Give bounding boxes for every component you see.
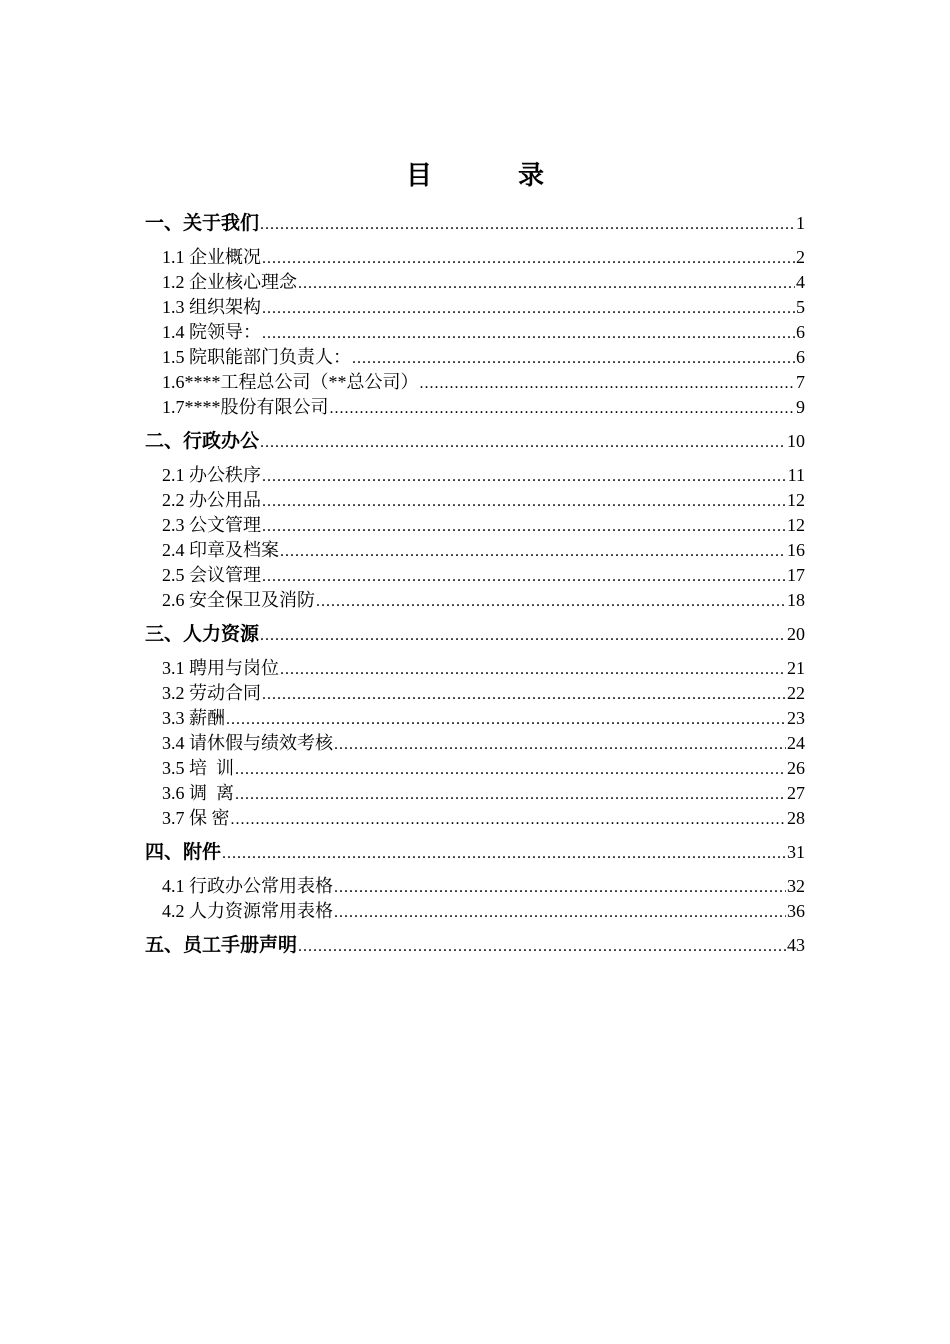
toc-page-number: 12 bbox=[787, 490, 805, 510]
toc-page-number: 27 bbox=[787, 783, 805, 803]
toc-page-number: 2 bbox=[796, 247, 805, 267]
toc-entry[interactable] bbox=[145, 370, 805, 395]
dot-leader bbox=[262, 246, 795, 270]
dot-leader bbox=[334, 875, 786, 899]
toc-entry-label: 2.2 办公用品 bbox=[162, 490, 261, 510]
toc-entry[interactable] bbox=[145, 245, 805, 270]
toc-entry-label: 2.3 公文管理 bbox=[162, 515, 261, 535]
toc-entry-label: 3.5 培 训 bbox=[162, 758, 234, 778]
toc-entry-label: 2.6 安全保卫及消防 bbox=[162, 590, 315, 610]
toc-entry-label: 一、关于我们 bbox=[145, 213, 260, 234]
dot-leader bbox=[260, 623, 786, 647]
toc-entry-label: 1.7****股份有限公司 bbox=[162, 397, 329, 417]
toc-page-number: 1 bbox=[796, 213, 805, 233]
dot-leader bbox=[280, 657, 786, 681]
toc-entry[interactable] bbox=[145, 588, 805, 613]
toc-page-number: 5 bbox=[796, 297, 805, 317]
dot-leader bbox=[316, 589, 786, 613]
toc-entry-label: 五、员工手册声明 bbox=[145, 935, 298, 956]
toc-section-4[interactable] bbox=[145, 840, 805, 865]
toc-entry-label: 3.7 保 密 bbox=[162, 808, 230, 828]
dot-leader bbox=[298, 271, 795, 295]
toc-entry[interactable] bbox=[145, 463, 805, 488]
toc-entry-label: 1.1 企业概况 bbox=[162, 247, 261, 267]
toc-entry[interactable] bbox=[145, 320, 805, 345]
toc-page-number: 43 bbox=[787, 935, 805, 955]
toc-page-number: 31 bbox=[787, 842, 805, 862]
dot-leader bbox=[226, 707, 786, 731]
dot-leader bbox=[262, 464, 787, 488]
toc-section-1[interactable] bbox=[145, 211, 805, 236]
dot-leader bbox=[330, 396, 796, 420]
toc-entry-label: 3.3 薪酬 bbox=[162, 708, 225, 728]
toc-page-number: 32 bbox=[787, 876, 805, 896]
toc-entry-label: 3.2 劳动合同 bbox=[162, 683, 261, 703]
table-of-contents bbox=[145, 208, 805, 958]
toc-entry[interactable] bbox=[145, 731, 805, 756]
toc-page-number: 20 bbox=[787, 624, 805, 644]
toc-entry-label: 2.4 印章及档案 bbox=[162, 540, 279, 560]
toc-section-3[interactable] bbox=[145, 622, 805, 647]
toc-page-number: 6 bbox=[796, 322, 805, 342]
toc-entry[interactable] bbox=[145, 270, 805, 295]
dot-leader bbox=[262, 564, 786, 588]
toc-page-number: 22 bbox=[787, 683, 805, 703]
toc-page-number: 16 bbox=[787, 540, 805, 560]
toc-entry[interactable] bbox=[145, 874, 805, 899]
toc-entry[interactable] bbox=[145, 806, 805, 831]
toc-entry[interactable] bbox=[145, 345, 805, 370]
toc-section-5[interactable] bbox=[145, 933, 805, 958]
toc-entry-label: 2.5 会议管理 bbox=[162, 565, 261, 585]
toc-entry[interactable] bbox=[145, 488, 805, 513]
toc-page-number: 18 bbox=[787, 590, 805, 610]
toc-entry[interactable] bbox=[145, 681, 805, 706]
toc-page-number: 12 bbox=[787, 515, 805, 535]
toc-page-number: 11 bbox=[787, 465, 805, 485]
dot-leader bbox=[235, 782, 786, 806]
toc-page-number: 28 bbox=[787, 808, 805, 828]
dot-leader bbox=[262, 321, 795, 345]
dot-leader bbox=[235, 757, 786, 781]
toc-entry-label: 四、附件 bbox=[145, 842, 222, 863]
toc-page-number: 26 bbox=[787, 758, 805, 778]
toc-section-2[interactable] bbox=[145, 429, 805, 454]
toc-entry-label: 三、人力资源 bbox=[145, 624, 260, 645]
toc-page-number: 6 bbox=[796, 347, 805, 367]
dot-leader bbox=[231, 807, 787, 831]
toc-entry-label: 1.3 组织架构 bbox=[162, 297, 261, 317]
dot-leader bbox=[262, 514, 786, 538]
toc-title: 目 录 bbox=[405, 161, 574, 190]
toc-page-number: 4 bbox=[796, 272, 805, 292]
toc-entry-label: 1.5 院职能部门负责人： bbox=[162, 347, 351, 367]
toc-entry-label: 二、行政办公 bbox=[145, 431, 260, 452]
toc-entry-label: 4.2 人力资源常用表格 bbox=[162, 901, 333, 921]
toc-page-number: 23 bbox=[787, 708, 805, 728]
toc-entry[interactable] bbox=[145, 395, 805, 420]
toc-page-number: 36 bbox=[787, 901, 805, 921]
dot-leader bbox=[280, 539, 786, 563]
dot-leader bbox=[298, 934, 786, 958]
toc-page-number: 10 bbox=[787, 431, 805, 451]
dot-leader bbox=[222, 841, 786, 865]
toc-entry[interactable] bbox=[145, 513, 805, 538]
toc-entry-label: 3.1 聘用与岗位 bbox=[162, 658, 279, 678]
dot-leader bbox=[334, 732, 786, 756]
toc-entry[interactable] bbox=[145, 563, 805, 588]
toc-page-number: 17 bbox=[787, 565, 805, 585]
dot-leader bbox=[262, 682, 786, 706]
toc-entry-label: 3.4 请休假与绩效考核 bbox=[162, 733, 333, 753]
toc-entry[interactable] bbox=[145, 295, 805, 320]
toc-page-number: 7 bbox=[796, 372, 805, 392]
toc-entry-label: 4.1 行政办公常用表格 bbox=[162, 876, 333, 896]
toc-entry[interactable] bbox=[145, 756, 805, 781]
dot-leader bbox=[334, 900, 786, 924]
toc-page-number: 9 bbox=[796, 397, 805, 417]
toc-page-number: 24 bbox=[787, 733, 805, 753]
toc-entry[interactable] bbox=[145, 706, 805, 731]
dot-leader bbox=[420, 371, 796, 395]
toc-entry-label: 1.2 企业核心理念 bbox=[162, 272, 297, 292]
toc-entry-label: 2.1 办公秩序 bbox=[162, 465, 261, 485]
toc-entry[interactable] bbox=[145, 538, 805, 563]
dot-leader bbox=[260, 430, 786, 454]
dot-leader bbox=[262, 489, 786, 513]
toc-entry[interactable] bbox=[145, 899, 805, 924]
toc-entry-label: 3.6 调 离 bbox=[162, 783, 234, 803]
toc-entry-label: 1.4 院领导： bbox=[162, 322, 261, 342]
dot-leader bbox=[352, 346, 795, 370]
dot-leader bbox=[260, 212, 795, 236]
toc-entry[interactable] bbox=[145, 781, 805, 806]
dot-leader bbox=[262, 296, 795, 320]
toc-page-number: 21 bbox=[787, 658, 805, 678]
toc-entry-label: 1.6****工程总公司（**总公司） bbox=[162, 372, 419, 392]
toc-entry[interactable] bbox=[145, 656, 805, 681]
